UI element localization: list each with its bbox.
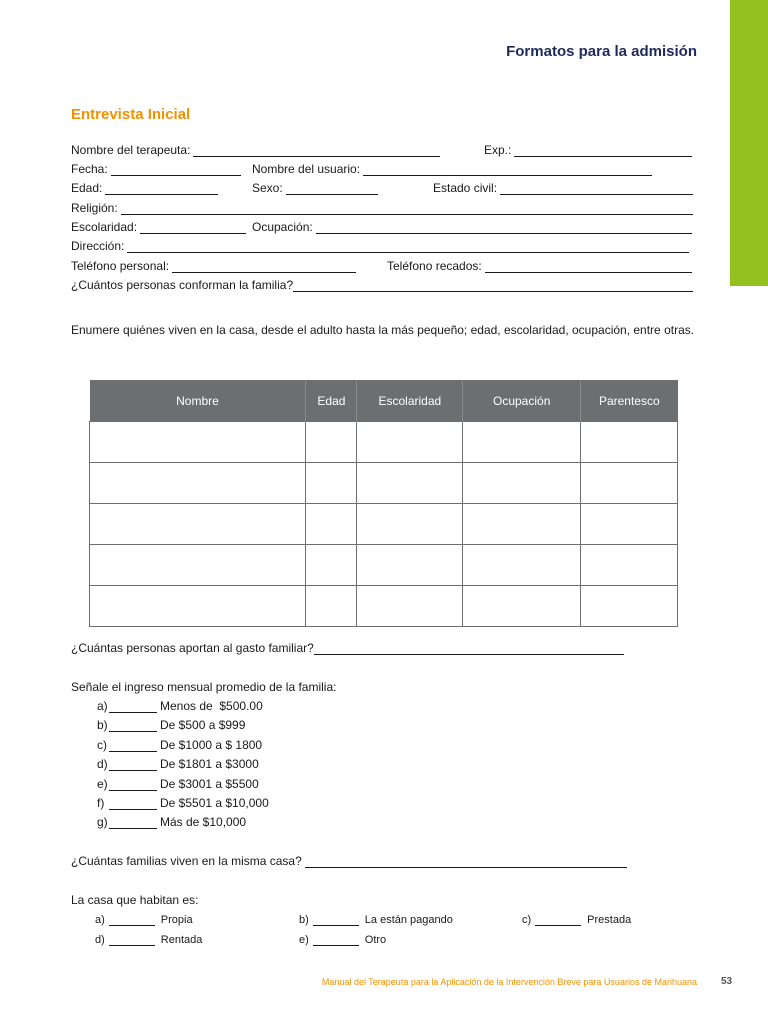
table-cell[interactable]	[581, 504, 678, 545]
house-question: La casa que habitan es:	[71, 893, 199, 907]
option-letter: g)	[97, 815, 108, 829]
table-cell[interactable]	[463, 422, 581, 463]
option-letter: f)	[97, 796, 105, 810]
table-cell[interactable]	[306, 422, 357, 463]
form-row-religion	[71, 201, 697, 219]
option-letter: c)	[522, 914, 532, 926]
tel-recados-label: Teléfono recados:	[387, 259, 482, 273]
tel-recados-field[interactable]	[485, 260, 692, 273]
option-blank[interactable]	[313, 915, 359, 926]
option-blank[interactable]	[109, 915, 155, 926]
escolaridad-label: Escolaridad:	[71, 220, 138, 234]
option-letter: e)	[299, 934, 309, 946]
option-blank[interactable]	[109, 759, 157, 771]
table-cell[interactable]	[357, 586, 463, 627]
table-cell[interactable]	[90, 545, 306, 586]
col-header-nombre: Nombre	[90, 380, 306, 422]
religion-field[interactable]	[121, 202, 693, 215]
form-row-escolaridad	[71, 220, 697, 238]
table-cell[interactable]	[581, 545, 678, 586]
col-header-parentesco: Parentesco	[581, 380, 678, 422]
house-option-d	[95, 930, 202, 946]
familias-field[interactable]	[305, 855, 627, 868]
table-cell[interactable]	[357, 463, 463, 504]
option-blank[interactable]	[109, 779, 157, 791]
option-text: La están pagando	[364, 914, 453, 926]
sexo-field[interactable]	[286, 182, 378, 195]
col-header-edad: Edad	[306, 380, 357, 422]
income-question: Señale el ingreso mensual promedio de la familia:	[71, 680, 337, 694]
terapeuta-field[interactable]	[193, 144, 440, 157]
option-letter: d)	[97, 757, 108, 771]
option-blank[interactable]	[535, 915, 581, 926]
income-option-a	[97, 695, 263, 713]
option-letter: b)	[299, 914, 309, 926]
form-row-personas	[71, 278, 697, 296]
usuario-label: Nombre del usuario:	[252, 162, 361, 176]
table-row	[90, 463, 678, 504]
table-cell[interactable]	[463, 463, 581, 504]
form-row-fecha	[71, 162, 697, 180]
question-aportan	[71, 637, 624, 655]
table-cell[interactable]	[357, 504, 463, 545]
option-text: De $1000 a $ 1800	[160, 738, 263, 752]
sexo-label: Sexo:	[252, 181, 283, 195]
option-blank[interactable]	[313, 935, 359, 946]
form-row-edad	[71, 181, 697, 199]
option-blank[interactable]	[109, 701, 157, 713]
table-cell[interactable]	[90, 586, 306, 627]
footer-text: Manual del Terapeuta para la Aplicación de la Intervención Breve para Usuarios de Marihuana	[321, 977, 697, 987]
option-text: Menos de $500.00	[160, 699, 263, 713]
edad-field[interactable]	[105, 182, 218, 195]
option-blank[interactable]	[109, 817, 157, 829]
direccion-field[interactable]	[127, 240, 689, 253]
table-cell[interactable]	[581, 422, 678, 463]
table-cell[interactable]	[357, 422, 463, 463]
income-option-d	[97, 753, 259, 771]
option-text: Prestada	[587, 914, 632, 926]
option-letter: d)	[95, 934, 105, 946]
family-table-header	[90, 380, 678, 422]
direccion-label: Dirección:	[71, 239, 125, 253]
income-option-c	[97, 734, 262, 752]
table-cell[interactable]	[306, 545, 357, 586]
side-tab-bar	[730, 0, 768, 286]
option-letter: a)	[95, 914, 105, 926]
exp-label: Exp.:	[484, 143, 512, 157]
table-cell[interactable]	[306, 586, 357, 627]
instructions-text: Enumere quiénes viven en la casa, desde el adulto hasta la más pequeño; edad, escolaridad, ocupación, entre otras.	[71, 323, 695, 337]
table-cell[interactable]	[90, 422, 306, 463]
exp-field[interactable]	[514, 144, 692, 157]
usuario-field[interactable]	[363, 163, 652, 176]
escolaridad-field[interactable]	[140, 221, 246, 234]
table-cell[interactable]	[581, 586, 678, 627]
house-option-a	[95, 910, 193, 926]
option-text: De $5501 a $10,000	[160, 796, 269, 810]
option-text: Más de $10,000	[160, 815, 247, 829]
form-title: Entrevista Inicial	[71, 106, 191, 123]
personas-familia-label: ¿Cuántos personas conforman la familia?	[71, 278, 294, 292]
option-letter: b)	[97, 718, 108, 732]
table-cell[interactable]	[90, 463, 306, 504]
estado-civil-label: Estado civil:	[433, 181, 498, 195]
income-option-f	[97, 792, 269, 810]
table-cell[interactable]	[90, 504, 306, 545]
family-table	[89, 380, 678, 627]
table-cell[interactable]	[357, 545, 463, 586]
form-row-terapeuta	[71, 143, 697, 161]
option-letter: a)	[97, 699, 108, 713]
personas-familia-field[interactable]	[293, 279, 693, 292]
option-blank[interactable]	[109, 740, 157, 752]
option-text: Rentada	[160, 934, 203, 946]
col-header-escolaridad: Escolaridad	[357, 380, 463, 422]
table-cell[interactable]	[463, 545, 581, 586]
option-text: De $500 a $999	[160, 718, 246, 732]
tel-personal-field[interactable]	[172, 260, 356, 273]
fecha-field[interactable]	[111, 163, 241, 176]
aportan-label: ¿Cuántas personas aportan al gasto familiar?	[71, 641, 314, 655]
table-row	[90, 545, 678, 586]
question-familias	[71, 850, 627, 868]
house-option-e	[299, 930, 386, 946]
table-row	[90, 586, 678, 627]
option-text: De $3001 a $5500	[160, 777, 259, 791]
option-text: Propia	[160, 914, 193, 926]
income-option-g	[97, 811, 246, 829]
table-cell[interactable]	[306, 504, 357, 545]
col-header-ocupacion: Ocupación	[463, 380, 581, 422]
option-letter: c)	[97, 738, 107, 752]
table-row	[90, 504, 678, 545]
section-title: Formatos para la admisión	[506, 43, 697, 60]
form-row-telefonos	[71, 259, 697, 277]
income-option-b	[97, 714, 245, 732]
edad-label: Edad:	[71, 181, 103, 195]
table-cell[interactable]	[463, 586, 581, 627]
page-number: 53	[721, 976, 733, 987]
ocupacion-field[interactable]	[316, 221, 692, 234]
option-blank[interactable]	[109, 720, 157, 732]
aportan-field[interactable]	[314, 642, 624, 655]
option-blank[interactable]	[109, 798, 157, 810]
house-option-c	[522, 910, 631, 926]
familias-label: ¿Cuántas familias viven en la misma casa?	[71, 854, 302, 868]
table-row	[90, 422, 678, 463]
tel-personal-label: Teléfono personal:	[71, 259, 170, 273]
option-text: De $1801 a $3000	[160, 757, 259, 771]
form-row-direccion	[71, 239, 697, 257]
terapeuta-label: Nombre del terapeuta:	[71, 143, 191, 157]
fecha-label: Fecha:	[71, 162, 108, 176]
table-cell[interactable]	[306, 463, 357, 504]
religion-label: Religión:	[71, 201, 118, 215]
option-text: Otro	[364, 934, 387, 946]
ocupacion-label: Ocupación:	[252, 220, 313, 234]
estado-civil-field[interactable]	[500, 182, 693, 195]
option-blank[interactable]	[109, 935, 155, 946]
option-letter: e)	[97, 777, 108, 791]
table-cell[interactable]	[581, 463, 678, 504]
income-option-e	[97, 773, 259, 791]
table-cell[interactable]	[463, 504, 581, 545]
house-option-b	[299, 910, 453, 926]
